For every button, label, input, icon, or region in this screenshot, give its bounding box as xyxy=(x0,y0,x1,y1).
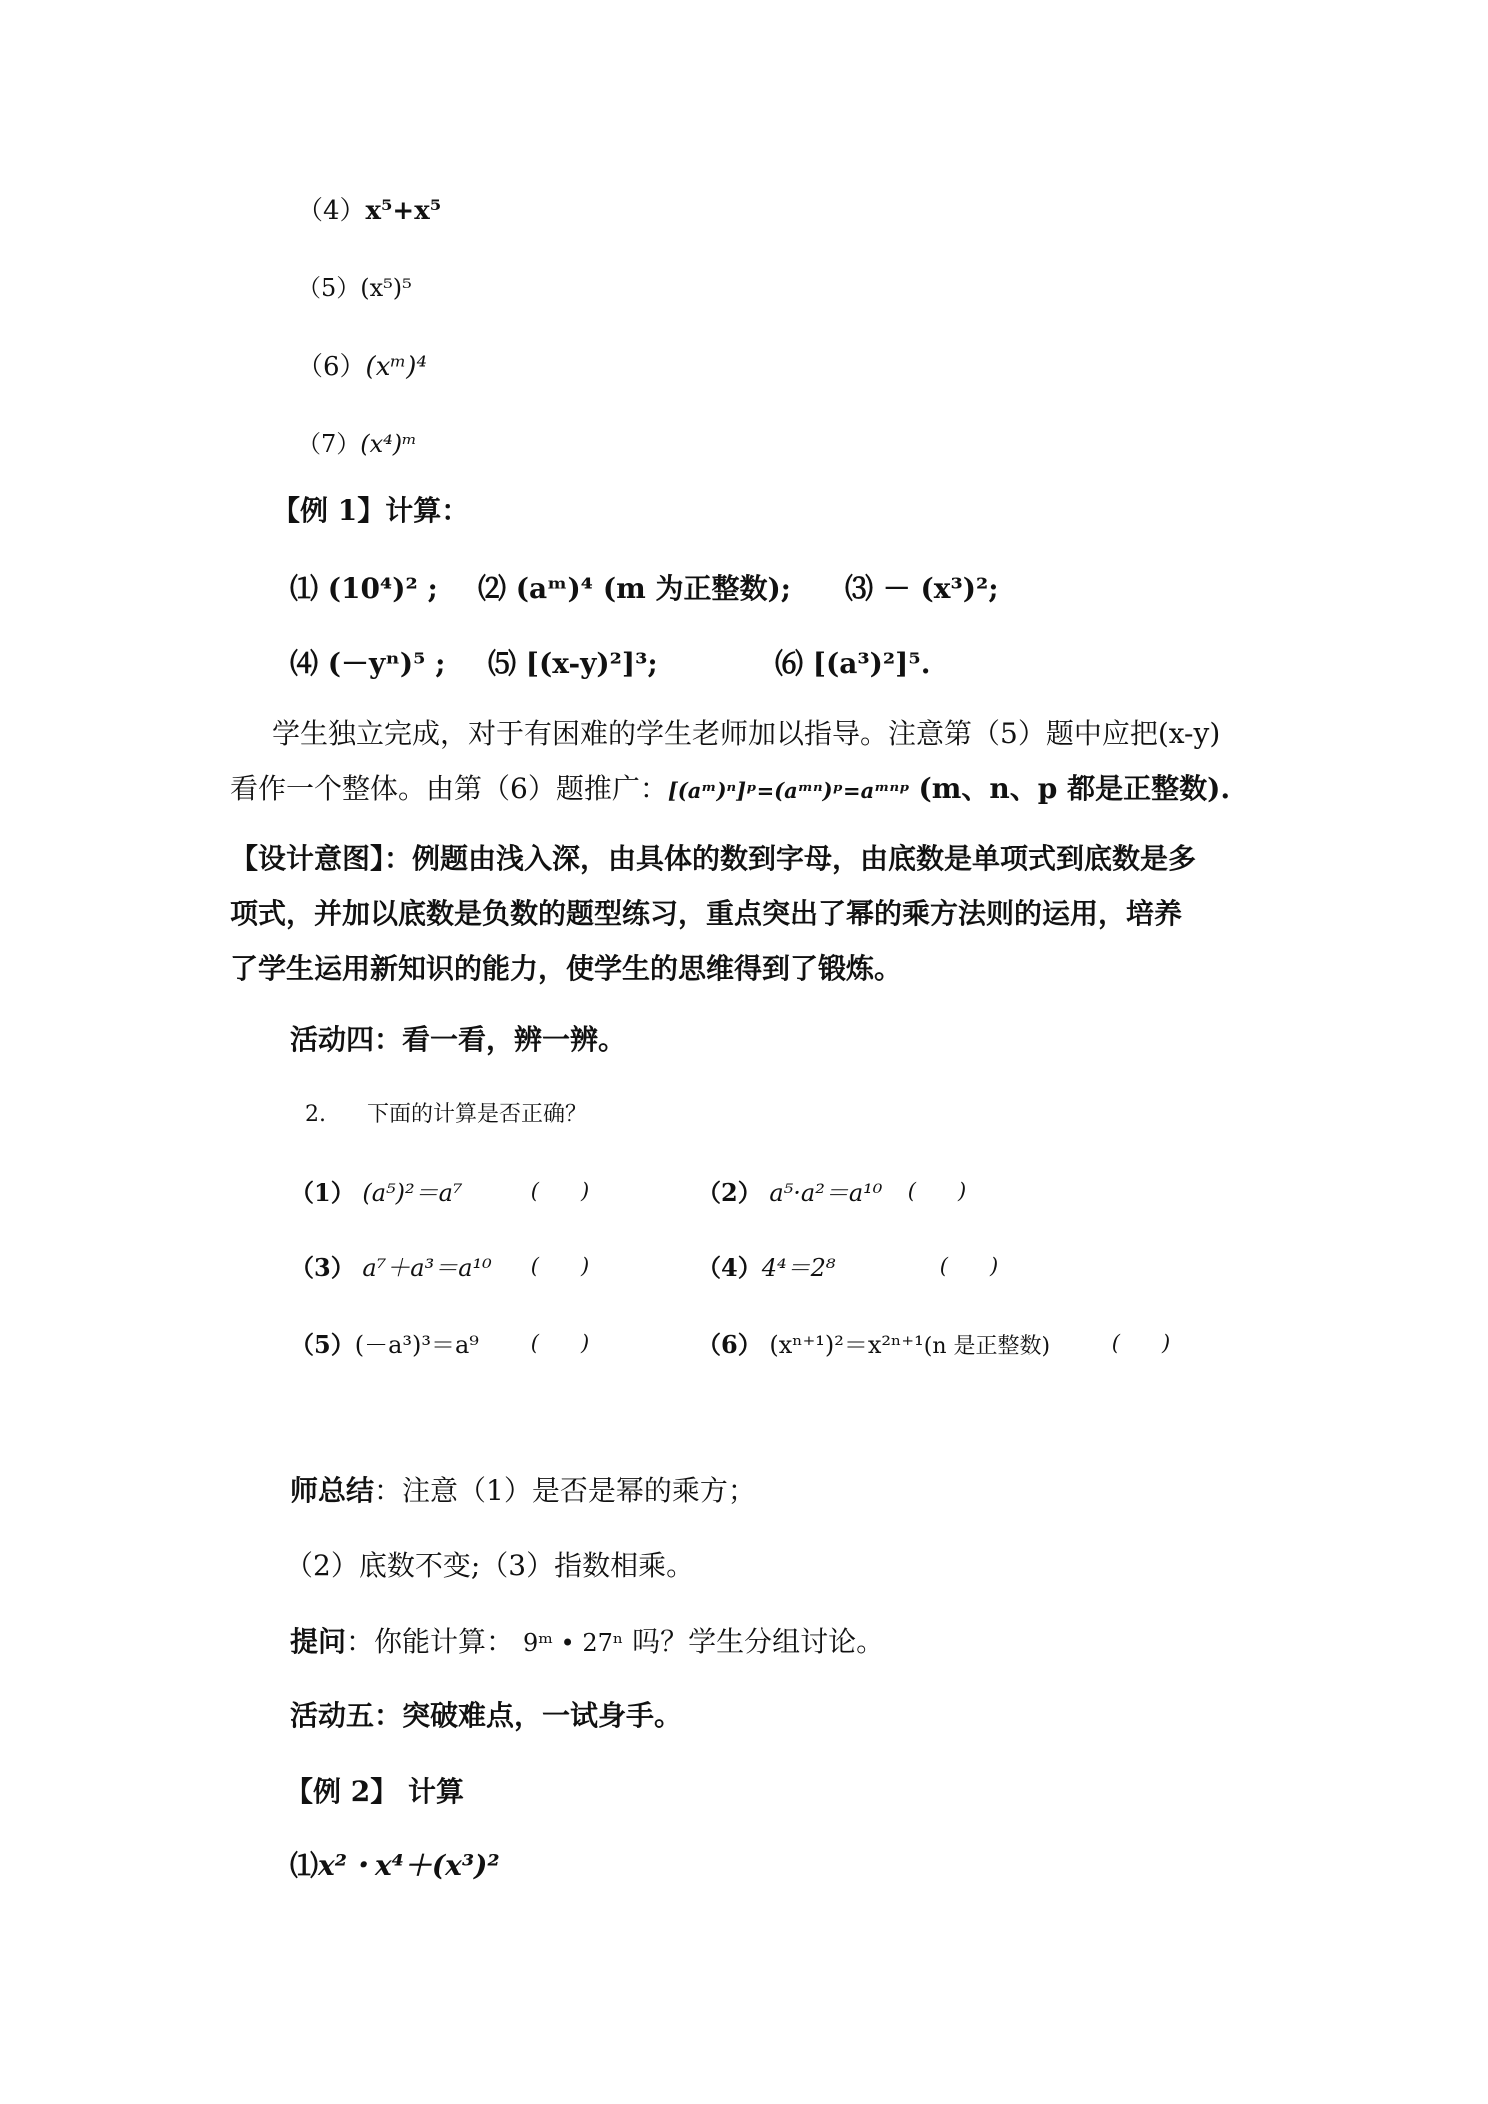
answer-bracket[interactable]: ( ) xyxy=(1111,1331,1171,1355)
item-number: （3） xyxy=(290,1253,355,1282)
example1-title: 【例 1】计算： xyxy=(272,494,470,527)
math-expression: x²・x⁴＋(x³)² xyxy=(318,1849,500,1882)
item-number: ⑹ xyxy=(775,647,804,680)
answer-bracket[interactable]: ( ) xyxy=(530,1254,590,1278)
math-expression: (a⁵)²＝a⁷ xyxy=(362,1179,463,1207)
item-number: （4） xyxy=(297,196,366,226)
example1-item-1 xyxy=(290,572,438,605)
item-number: （1） xyxy=(290,1178,355,1207)
summary-text: ：注意（1）是否是幂的乘方； xyxy=(374,1474,756,1507)
item-number: ⑶ xyxy=(845,572,874,605)
example1-item-6 xyxy=(775,647,931,680)
activity4-title: 活动四：看一看，辨一辨。 xyxy=(290,1023,627,1056)
design-intent-line xyxy=(230,842,1197,875)
item-number: （7） xyxy=(297,430,361,458)
q2-item-1 xyxy=(290,1178,463,1207)
item-number: （2） xyxy=(697,1178,762,1207)
general-formula: [(aᵐ)ⁿ]ᵖ=(aᵐⁿ)ᵖ=aᵐⁿᵖ xyxy=(667,778,910,803)
design-intent-line: 了学生运用新知识的能力，使学生的思维得到了锻炼。 xyxy=(230,952,903,985)
warmup-item-5 xyxy=(297,276,412,300)
q2-item-6 xyxy=(697,1330,1051,1359)
answer-bracket[interactable]: ( ) xyxy=(530,1179,590,1203)
item-number: ⑸ xyxy=(488,647,517,680)
warmup-item-7 xyxy=(297,432,417,456)
prompt-text: 吗？学生分组讨论。 xyxy=(632,1625,885,1658)
item-number: ⑴ xyxy=(290,1849,319,1882)
math-expression: [(a³)²]⁵. xyxy=(812,647,931,680)
math-expression: (xᵐ)⁴ xyxy=(365,352,427,382)
question-text: 下面的计算是否正确？ xyxy=(367,1102,588,1127)
math-expression: (－yⁿ)⁵ ; xyxy=(327,647,446,680)
design-intent-line: 项式，并加以底数是负数的题型练习，重点突出了幂的乘方法则的运用，培养 xyxy=(230,897,1183,930)
math-expression: x⁵+x⁵ xyxy=(365,196,442,226)
q2-item-4 xyxy=(697,1253,836,1282)
summary-label: 师总结 xyxy=(290,1474,375,1507)
warmup-item-4 xyxy=(297,198,441,224)
item-number: （5） xyxy=(290,1330,355,1359)
prompt-text: ：你能计算： xyxy=(346,1625,515,1658)
summary-line xyxy=(290,1474,756,1507)
answer-bracket[interactable]: ( ) xyxy=(939,1254,999,1278)
question-number: 2. xyxy=(305,1102,326,1127)
answer-bracket[interactable]: ( ) xyxy=(907,1179,967,1203)
paragraph-line: 学生独立完成，对于有困难的学生老师加以指导。注意第（5）题中应把(x-y) xyxy=(272,717,1221,750)
example2-item-1 xyxy=(290,1849,500,1882)
math-expression: － (x³)²; xyxy=(882,572,999,605)
item-number: ⑵ xyxy=(478,572,507,605)
warmup-item-6 xyxy=(297,354,427,380)
design-intent-label: 【设计意图】 xyxy=(230,842,385,875)
math-expression: (aᵐ)⁴ (m 为正整数); xyxy=(515,572,792,605)
math-expression: [(x-y)²]³; xyxy=(525,647,658,680)
math-expression: (xⁿ⁺¹)²＝x²ⁿ⁺¹ xyxy=(769,1331,924,1359)
item-number: （6） xyxy=(697,1330,762,1359)
activity5-title: 活动五：突破难点，一试身手。 xyxy=(290,1699,683,1732)
math-expression: 4⁴＝2⁸ xyxy=(761,1254,836,1282)
example1-item-4 xyxy=(290,647,446,680)
example1-item-5 xyxy=(488,647,658,680)
q2-item-3 xyxy=(290,1253,492,1282)
example1-item-3 xyxy=(845,572,999,605)
q2-item-5 xyxy=(290,1330,479,1359)
item-note: (n 是正整数) xyxy=(923,1334,1051,1359)
item-number: （4） xyxy=(697,1253,762,1282)
math-expression: (－a³)³＝a⁹ xyxy=(354,1331,479,1359)
example2-title: 【例 2】 计算 xyxy=(285,1775,464,1808)
math-expression: a⁵·a²＝a¹⁰ xyxy=(769,1179,883,1207)
math-expression: 9ᵐ • 27ⁿ xyxy=(522,1629,624,1657)
q2-item-2 xyxy=(697,1178,883,1207)
paragraph-line xyxy=(230,772,1231,805)
math-expression: a⁷＋a³＝a¹⁰ xyxy=(362,1254,492,1282)
paragraph-text: 看作一个整体。由第（6）题推广： xyxy=(230,772,668,805)
answer-bracket[interactable]: ( ) xyxy=(530,1331,590,1355)
example1-item-2 xyxy=(478,572,792,605)
summary-line: （2）底数不变;（3）指数相乘。 xyxy=(285,1549,695,1582)
item-number: ⑷ xyxy=(290,647,319,680)
item-number: （6） xyxy=(297,352,366,382)
paragraph-text: (m、n、p 都是正整数). xyxy=(918,772,1231,805)
question-prompt xyxy=(290,1625,885,1658)
item-number: ⑴ xyxy=(290,572,319,605)
design-intent-text: ：例题由浅入深，由具体的数到字母，由底数是单项式到底数是多 xyxy=(384,842,1197,875)
math-expression: (x⁵)⁵ xyxy=(360,274,412,302)
math-expression: (10⁴)² ; xyxy=(327,572,438,605)
prompt-label: 提问 xyxy=(290,1625,347,1658)
item-number: （5） xyxy=(297,274,361,302)
math-expression: (x⁴)ᵐ xyxy=(360,430,417,458)
